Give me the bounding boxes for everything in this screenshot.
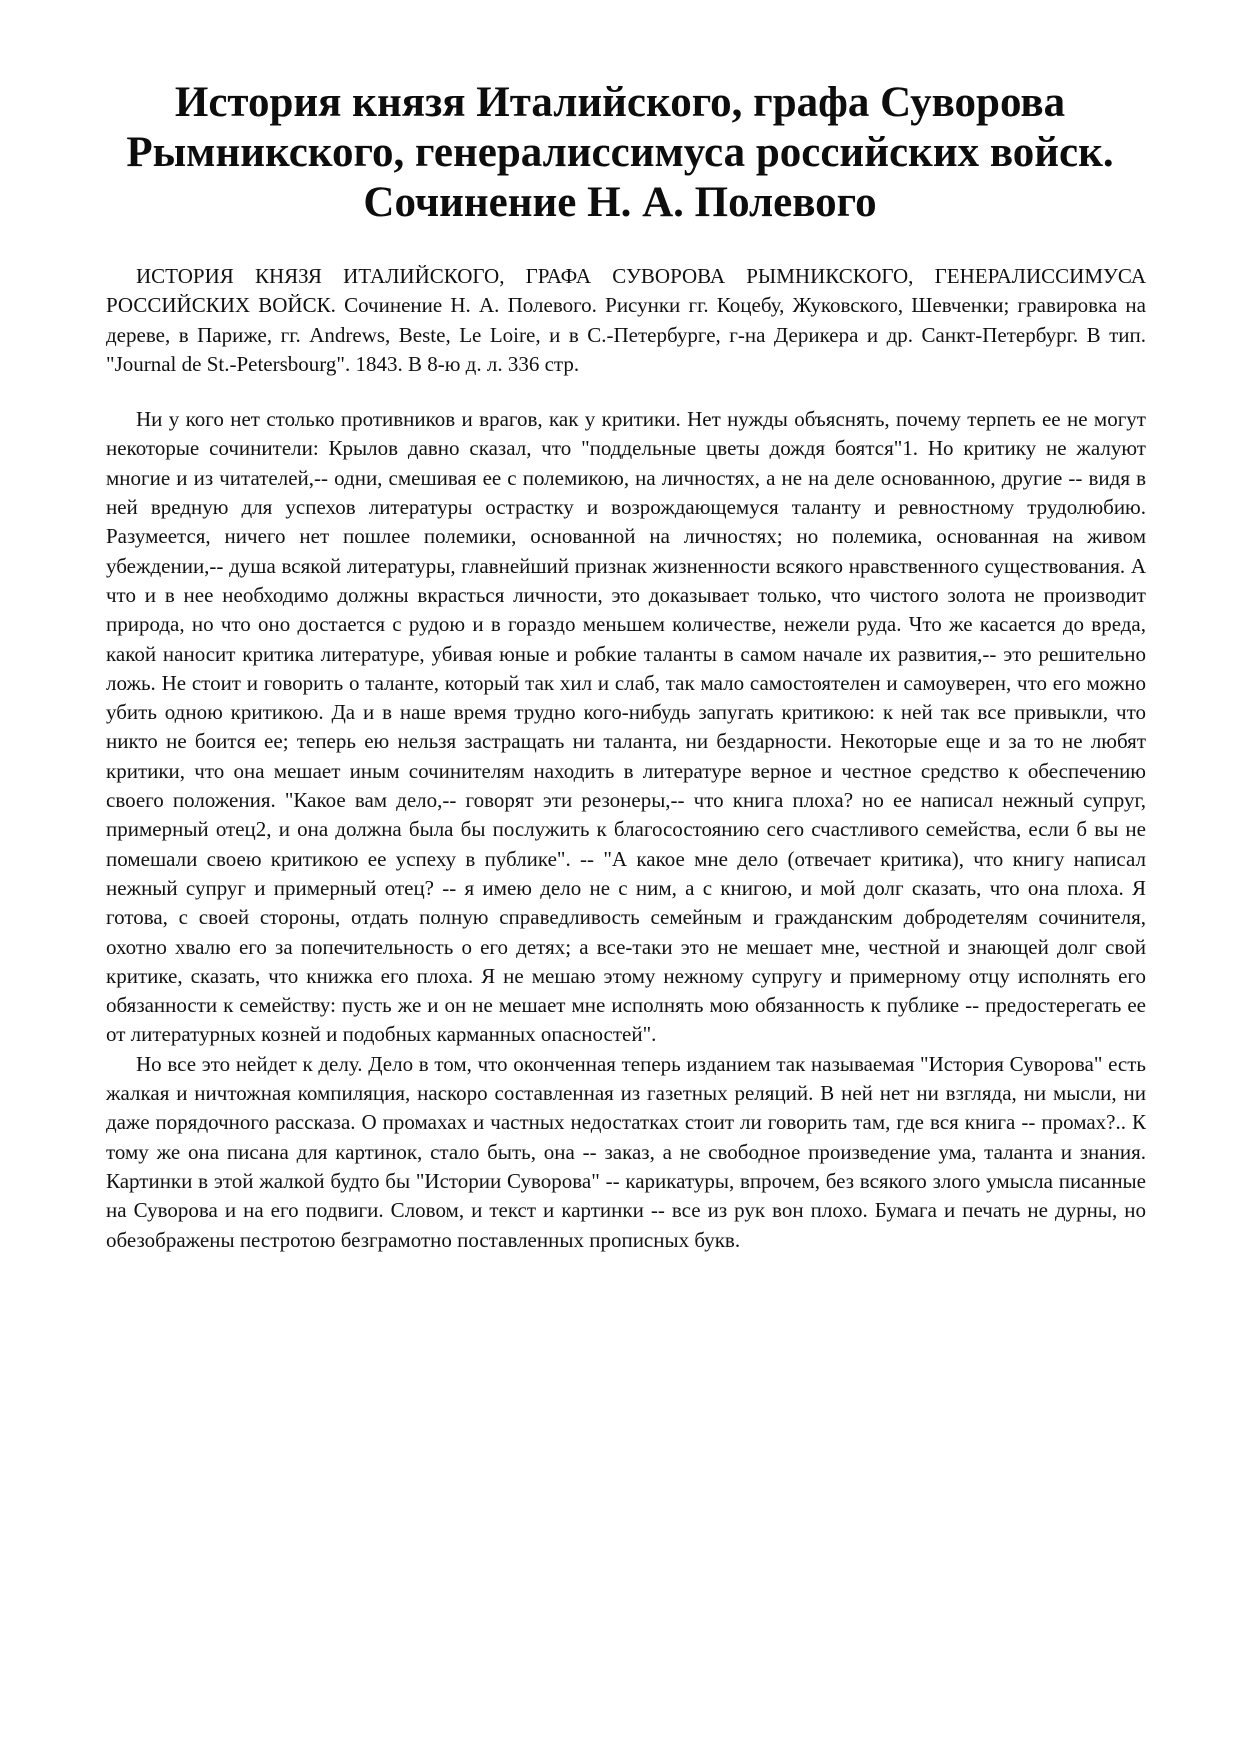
paragraph: Но все это нейдет к делу. Дело в том, что оконченная теперь изданием так называемая "История Суворова" есть жалкая и ничтожная компиляция, наскоро составленная из газетных реляций. В ней нет ни взгляда, ни мысли, ни даже порядочного рассказа. О промахах и частных недостатках стоит ли говорить там, где вся книга -- промах?.. К тому же она писана для картинок, стало быть, она -- заказ, а не свободное произведение ума, таланта и знания. Картинки в этой жалкой будто бы "Истории Суворова" -- карикатуры, впрочем, без всякого злого умысла писанные на Суворова и на его подвиги. Словом, и текст и картинки -- все из рук вон плохо. Бумага и печать не дурны, но обезображены пестротою безграмотно поставленных прописных букв. xyxy=(106,1051,1146,1252)
bibliographic-entry: ИСТОРИЯ КНЯЗЯ ИТАЛИЙСКОГО, ГРАФА СУВОРОВА РЫМНИКСКОГО, ГЕНЕРАЛИССИМУСА РОССИЙСКИХ ВОЙСК. Сочинение Н. А. Полевого. Рисунки гг. Коцебу, Жуковского, Шевченки; гравировка на дереве, в Париже, гг. Andrews, Beste, Le Loire, и в С.-Петербурге, г-на Дерикера и др. Санкт-Петербург. В тип. "Journal de St.-Petersbourg". 1843. В 8-ю д. л. 336 стр. xyxy=(106,264,1146,376)
document-body xyxy=(106,262,1146,1255)
document-title: История князя Италийского, графа Суворова Рымникского, генералиссимуса российских войск. Сочинение Н. А. Полевого xyxy=(126,79,1114,226)
paragraph: Ни у кого нет столько противников и врагов, как у критики. Нет нужды объяснять, почему терпеть ее не могут некоторые сочинители: Крылов давно сказал, что "поддельные цветы дождя боятся"1. Но критику не жалуют многие и из читателей,-- одни, смешивая ее с полемикою, на личностях, а не на деле основанною, другие -- видя в ней вредную для успехов литературы острастку и возрождающемуся таланту и ревностному трудолюбию. Разумеется, ничего нет пошлее полемики, основанной на личностях; но полемика, основанная на живом убеждении,-- душа всякой литературы, главнейший признак жизненности всякого нравственного существования. А что и в нее необходимо должны вкрасться личности, это доказывает только, что чистого золота не производит природа, но что оно достается с рудою и в гораздо меньшем количестве, нежели руда. Что же касается до вреда, какой наносит критика литературе, убивая юные и робкие таланты в самом начале их развития,-- это решительно ложь. Не стоит и говорить о таланте, который так хил и слаб, так мало самостоятелен и самоуверен, что его можно убить одною критикою. Да и в наше время трудно кого-нибудь запугать критикою: к ней так все привыкли, что никто не боится ее; теперь ею нельзя застращать ни таланта, ни бездарности. Некоторые еще и за то не любят критики, что она мешает иным сочинителям находить в литературе верное и честное средство к обеспечению своего положения. "Какое вам дело,-- говорят эти резонеры,-- что книга плоха? но ее написал нежный супруг, примерный отец2, и она должна была бы послужить к благосостоянию сего счастливого семейства, если б вы не помешали своею критикою ее успеху в публике". -- "А какое мне дело (отвечает критика), что книгу написал нежный супруг и примерный отец? -- я имею дело не с ним, а с книгою, и мой долг сказать, что она плоха. Я готова, с своей стороны, отдать полную справедливость семейным и гражданским добродетелям сочинителя, охотно хвалю его за попечительность о его детях; а все-таки это не мешает мне, честной и знающей долг свой критике, сказать, что книжка его плоха. Я не мешаю этому нежному супругу и примерному отцу исполнять его обязанности к семейству: пусть же и он не мешает мне исполнять мою обязанность к публике -- предостерегать ее от литературных козней и подобных карманных опасностей". xyxy=(106,407,1146,1047)
